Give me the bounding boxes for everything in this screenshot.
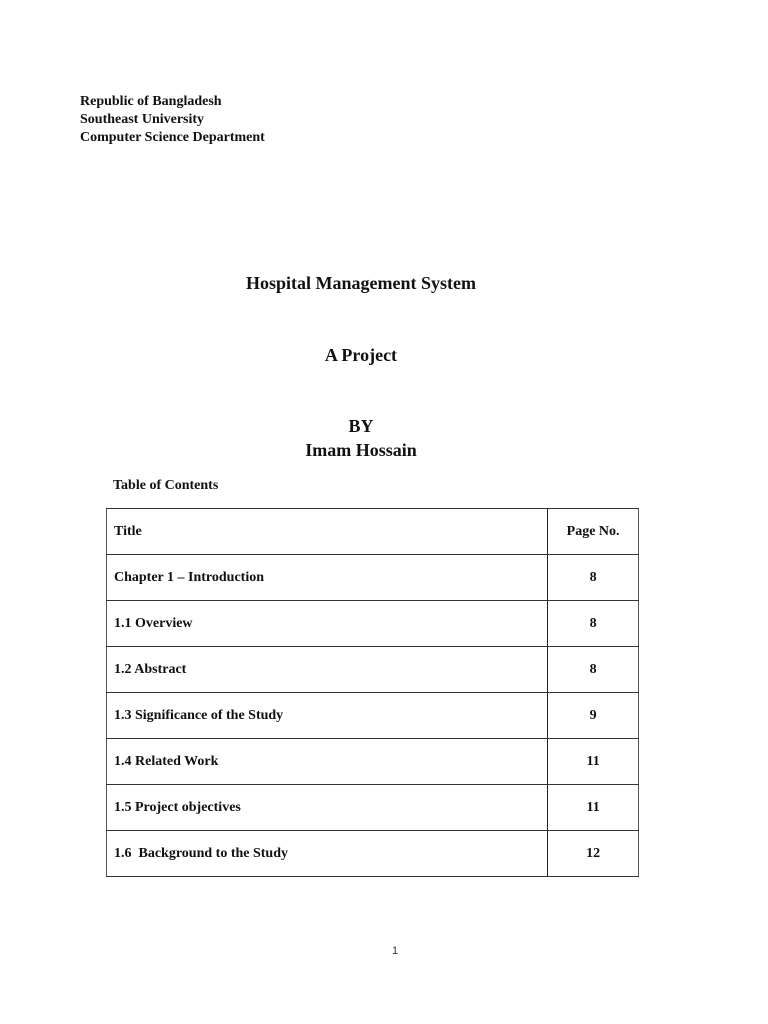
toc-entry-title: 1.2 Abstract xyxy=(107,647,548,693)
toc-entry-page: 11 xyxy=(548,739,639,785)
toc-entry-page: 8 xyxy=(548,647,639,693)
document-title: Hospital Management System xyxy=(246,273,476,293)
by-label: BY xyxy=(348,416,374,436)
author-name: Imam Hossain xyxy=(305,440,417,460)
toc-entry-page: 8 xyxy=(548,555,639,601)
toc-entry-title: 1.5 Project objectives xyxy=(107,785,548,831)
institution-header xyxy=(80,93,265,147)
toc-entry-title: Chapter 1 – Introduction xyxy=(107,555,548,601)
toc-entry-page: 8 xyxy=(548,601,639,647)
document-subtitle: A Project xyxy=(324,345,398,365)
toc-header-row xyxy=(107,509,639,555)
toc-heading: Table of Contents xyxy=(113,478,219,493)
toc-entry-page: 11 xyxy=(548,785,639,831)
page-number: 1 xyxy=(391,945,399,957)
toc-column-page: Page No. xyxy=(548,509,639,555)
toc-row xyxy=(107,601,639,647)
toc-row xyxy=(107,785,639,831)
toc-row xyxy=(107,555,639,601)
toc-row xyxy=(107,739,639,785)
header-department: Computer Science Department xyxy=(80,130,265,145)
toc-row xyxy=(107,647,639,693)
toc-entry-title: 1.6 Background to the Study xyxy=(107,831,548,877)
toc-entry-title: 1.1 Overview xyxy=(107,601,548,647)
header-university: Southeast University xyxy=(80,112,205,127)
toc-entry-page: 12 xyxy=(548,831,639,877)
toc-entry-title: 1.4 Related Work xyxy=(107,739,548,785)
toc-table xyxy=(106,508,639,877)
toc-entry-title: 1.3 Significance of the Study xyxy=(107,693,548,739)
header-country: Republic of Bangladesh xyxy=(80,94,222,109)
toc-row xyxy=(107,831,639,877)
toc-column-title: Title xyxy=(107,509,548,555)
toc-entry-page: 9 xyxy=(548,693,639,739)
toc-row xyxy=(107,693,639,739)
